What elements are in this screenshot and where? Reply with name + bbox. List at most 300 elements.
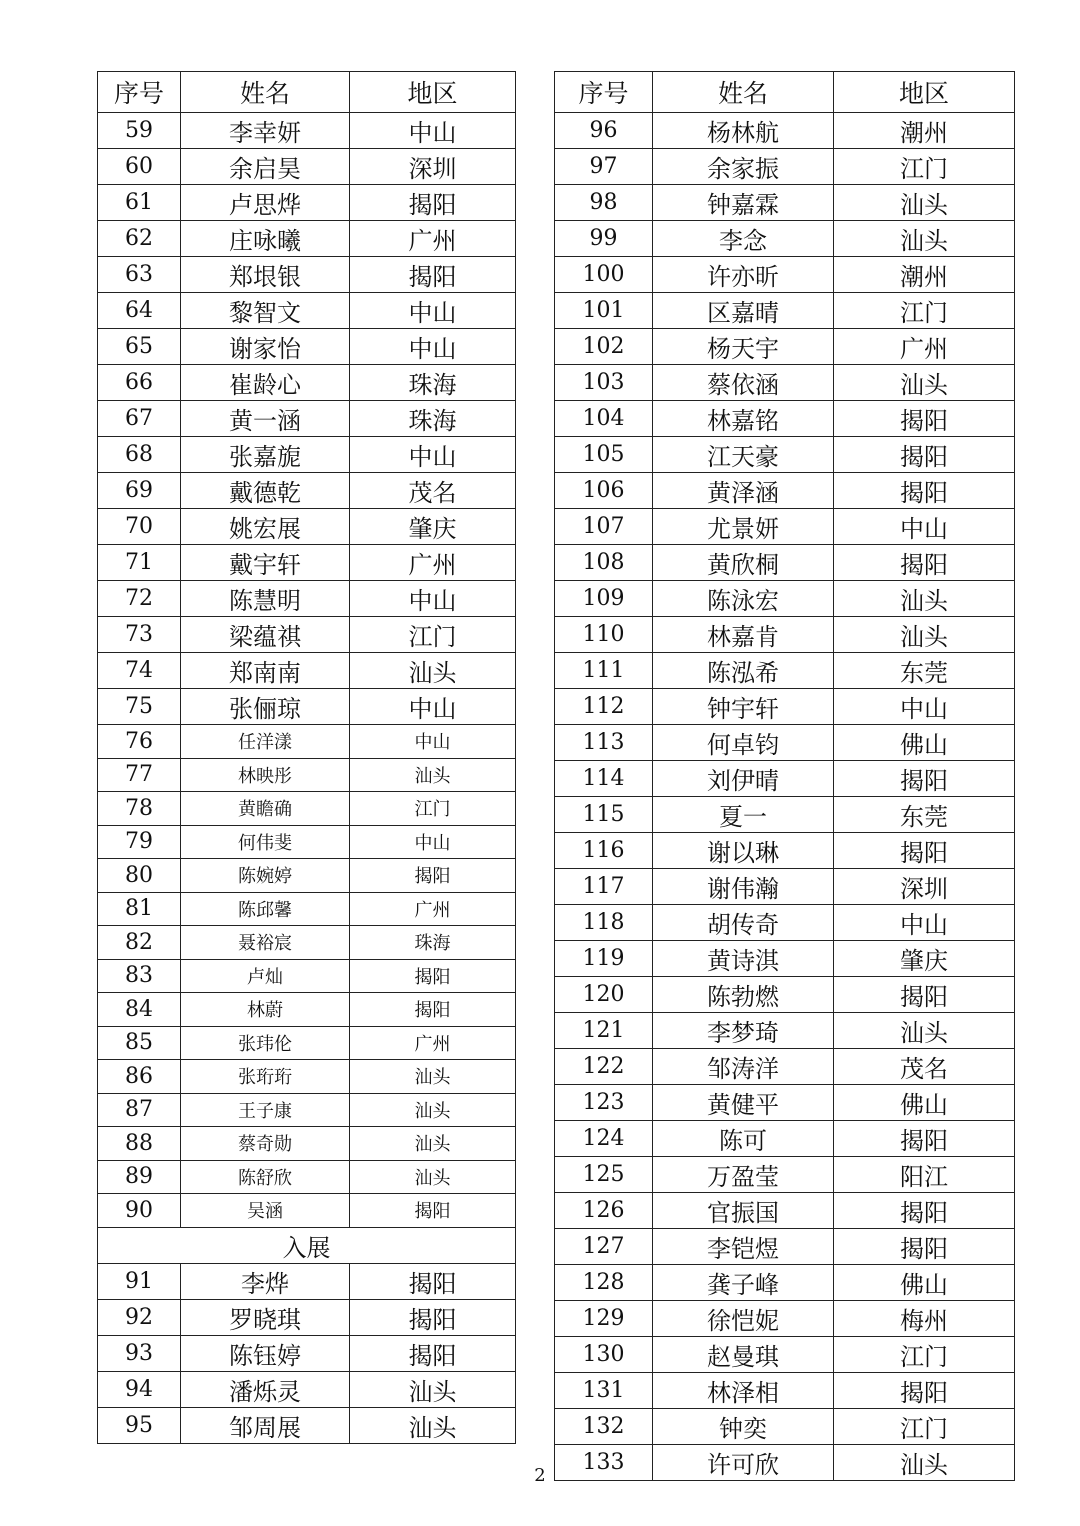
cell-seq: 131 bbox=[555, 1373, 653, 1409]
cell-seq: 64 bbox=[98, 293, 181, 329]
cell-name: 陈泓希 bbox=[653, 653, 834, 689]
right-table bbox=[554, 71, 1015, 1481]
table-row bbox=[98, 437, 516, 473]
cell-seq: 100 bbox=[555, 257, 653, 293]
section-row bbox=[98, 1227, 516, 1263]
table-row bbox=[98, 1060, 516, 1094]
cell-seq: 68 bbox=[98, 437, 181, 473]
table-row bbox=[98, 1407, 516, 1443]
cell-seq: 73 bbox=[98, 617, 181, 653]
table-row bbox=[555, 869, 1015, 905]
cell-region: 东莞 bbox=[834, 653, 1015, 689]
cell-seq: 132 bbox=[555, 1409, 653, 1445]
cell-region: 深圳 bbox=[350, 149, 516, 185]
cell-name: 张俪琼 bbox=[181, 689, 350, 725]
cell-region: 汕头 bbox=[834, 1445, 1015, 1481]
cell-name: 钟奕 bbox=[653, 1409, 834, 1445]
cell-seq: 125 bbox=[555, 1157, 653, 1193]
cell-region: 汕头 bbox=[834, 617, 1015, 653]
cell-seq: 83 bbox=[98, 959, 181, 993]
cell-seq: 89 bbox=[98, 1160, 181, 1194]
cell-name: 徐恺妮 bbox=[653, 1301, 834, 1337]
cell-region: 揭阳 bbox=[834, 833, 1015, 869]
cell-seq: 101 bbox=[555, 293, 653, 329]
cell-seq: 88 bbox=[98, 1127, 181, 1161]
cell-seq: 119 bbox=[555, 941, 653, 977]
cell-seq: 118 bbox=[555, 905, 653, 941]
cell-seq: 105 bbox=[555, 437, 653, 473]
cell-region: 揭阳 bbox=[350, 1335, 516, 1371]
table-row bbox=[555, 437, 1015, 473]
cell-seq: 109 bbox=[555, 581, 653, 617]
cell-name: 黄泽涵 bbox=[653, 473, 834, 509]
cell-region: 揭阳 bbox=[350, 859, 516, 893]
cell-region: 茂名 bbox=[834, 1049, 1015, 1085]
cell-seq: 97 bbox=[555, 149, 653, 185]
cell-seq: 103 bbox=[555, 365, 653, 401]
table-row bbox=[555, 473, 1015, 509]
cell-name: 陈钰婷 bbox=[181, 1335, 350, 1371]
table-row bbox=[98, 758, 516, 792]
cell-region: 揭阳 bbox=[834, 1373, 1015, 1409]
cell-seq: 113 bbox=[555, 725, 653, 761]
cell-name: 林映彤 bbox=[181, 758, 350, 792]
cell-name: 尤景妍 bbox=[653, 509, 834, 545]
cell-region: 揭阳 bbox=[834, 761, 1015, 797]
cell-name: 李幸妍 bbox=[181, 113, 350, 149]
cell-seq: 99 bbox=[555, 221, 653, 257]
table-row bbox=[555, 1157, 1015, 1193]
cell-region: 江门 bbox=[350, 617, 516, 653]
table-row bbox=[555, 1337, 1015, 1373]
cell-region: 广州 bbox=[350, 221, 516, 257]
cell-region: 梅州 bbox=[834, 1301, 1015, 1337]
cell-seq: 60 bbox=[98, 149, 181, 185]
table-row bbox=[555, 653, 1015, 689]
cell-name: 万盈莹 bbox=[653, 1157, 834, 1193]
cell-name: 林嘉肯 bbox=[653, 617, 834, 653]
cell-region: 中山 bbox=[350, 293, 516, 329]
cell-name: 林蔚 bbox=[181, 993, 350, 1027]
cell-seq: 70 bbox=[98, 509, 181, 545]
cell-region: 中山 bbox=[350, 825, 516, 859]
cell-region: 中山 bbox=[834, 689, 1015, 725]
cell-name: 杨林航 bbox=[653, 113, 834, 149]
table-row bbox=[555, 1085, 1015, 1121]
cell-name: 张玮伦 bbox=[181, 1026, 350, 1060]
table-row bbox=[555, 725, 1015, 761]
cell-seq: 66 bbox=[98, 365, 181, 401]
cell-seq: 75 bbox=[98, 689, 181, 725]
header-row bbox=[555, 72, 1015, 113]
cell-region: 东莞 bbox=[834, 797, 1015, 833]
cell-region: 江门 bbox=[834, 1337, 1015, 1373]
table-row bbox=[98, 329, 516, 365]
cell-region: 汕头 bbox=[350, 758, 516, 792]
cell-region: 揭阳 bbox=[834, 1121, 1015, 1157]
table-row bbox=[98, 617, 516, 653]
cell-name: 李烨 bbox=[181, 1263, 350, 1299]
cell-name: 任洋漾 bbox=[181, 725, 350, 759]
cell-name: 王子康 bbox=[181, 1093, 350, 1127]
table-row bbox=[555, 1265, 1015, 1301]
table-row bbox=[98, 1194, 516, 1228]
cell-region: 阳江 bbox=[834, 1157, 1015, 1193]
cell-name: 何伟斐 bbox=[181, 825, 350, 859]
cell-seq: 93 bbox=[98, 1335, 181, 1371]
cell-seq: 86 bbox=[98, 1060, 181, 1094]
table-row bbox=[555, 1121, 1015, 1157]
cell-seq: 112 bbox=[555, 689, 653, 725]
cell-seq: 117 bbox=[555, 869, 653, 905]
cell-region: 佛山 bbox=[834, 1085, 1015, 1121]
table-row bbox=[555, 185, 1015, 221]
table-row bbox=[98, 221, 516, 257]
cell-region: 揭阳 bbox=[350, 1194, 516, 1228]
cell-seq: 77 bbox=[98, 758, 181, 792]
cell-seq: 92 bbox=[98, 1299, 181, 1335]
cell-region: 揭阳 bbox=[834, 545, 1015, 581]
cell-region: 汕头 bbox=[834, 1013, 1015, 1049]
cell-name: 钟嘉霖 bbox=[653, 185, 834, 221]
cell-region: 中山 bbox=[350, 113, 516, 149]
table-row bbox=[98, 545, 516, 581]
cell-name: 潘烁灵 bbox=[181, 1371, 350, 1407]
cell-region: 揭阳 bbox=[350, 959, 516, 993]
table-row bbox=[98, 185, 516, 221]
table-row bbox=[98, 653, 516, 689]
cell-name: 卢思烨 bbox=[181, 185, 350, 221]
table-row bbox=[98, 581, 516, 617]
cell-seq: 123 bbox=[555, 1085, 653, 1121]
cell-region: 汕头 bbox=[834, 581, 1015, 617]
cell-name: 龚子峰 bbox=[653, 1265, 834, 1301]
cell-name: 江天豪 bbox=[653, 437, 834, 473]
cell-name: 黄瞻确 bbox=[181, 792, 350, 826]
cell-name: 余启昊 bbox=[181, 149, 350, 185]
cell-seq: 124 bbox=[555, 1121, 653, 1157]
cell-name: 刘伊晴 bbox=[653, 761, 834, 797]
cell-seq: 122 bbox=[555, 1049, 653, 1085]
cell-seq: 114 bbox=[555, 761, 653, 797]
table-row bbox=[555, 797, 1015, 833]
cell-name: 黄欣桐 bbox=[653, 545, 834, 581]
table-row bbox=[98, 892, 516, 926]
cell-region: 珠海 bbox=[350, 365, 516, 401]
page-number: 2 bbox=[534, 1465, 546, 1486]
cell-name: 何卓钧 bbox=[653, 725, 834, 761]
cell-region: 揭阳 bbox=[834, 977, 1015, 1013]
table-row bbox=[555, 365, 1015, 401]
cell-name: 余家振 bbox=[653, 149, 834, 185]
table-row bbox=[555, 1301, 1015, 1337]
left-table bbox=[97, 71, 516, 1444]
table-row bbox=[555, 581, 1015, 617]
table-row bbox=[555, 221, 1015, 257]
header-seq: 序号 bbox=[98, 72, 181, 113]
cell-region: 中山 bbox=[834, 509, 1015, 545]
cell-name: 官振国 bbox=[653, 1193, 834, 1229]
cell-name: 陈邱馨 bbox=[181, 892, 350, 926]
cell-seq: 116 bbox=[555, 833, 653, 869]
table-row bbox=[555, 329, 1015, 365]
table-row bbox=[98, 1371, 516, 1407]
cell-name: 戴宇轩 bbox=[181, 545, 350, 581]
table-row bbox=[555, 293, 1015, 329]
cell-seq: 102 bbox=[555, 329, 653, 365]
cell-seq: 98 bbox=[555, 185, 653, 221]
cell-seq: 94 bbox=[98, 1371, 181, 1407]
cell-region: 揭阳 bbox=[834, 401, 1015, 437]
cell-seq: 62 bbox=[98, 221, 181, 257]
cell-seq: 111 bbox=[555, 653, 653, 689]
table-row bbox=[555, 401, 1015, 437]
cell-name: 张珩珩 bbox=[181, 1060, 350, 1094]
table-row bbox=[555, 1193, 1015, 1229]
cell-seq: 90 bbox=[98, 1194, 181, 1228]
cell-seq: 74 bbox=[98, 653, 181, 689]
cell-region: 江门 bbox=[834, 149, 1015, 185]
cell-seq: 129 bbox=[555, 1301, 653, 1337]
cell-name: 杨天宇 bbox=[653, 329, 834, 365]
table-row bbox=[555, 905, 1015, 941]
cell-region: 汕头 bbox=[350, 1407, 516, 1443]
table-row bbox=[98, 859, 516, 893]
cell-name: 夏一 bbox=[653, 797, 834, 833]
table-row bbox=[555, 545, 1015, 581]
cell-name: 蔡依涵 bbox=[653, 365, 834, 401]
cell-seq: 76 bbox=[98, 725, 181, 759]
table-row bbox=[98, 689, 516, 725]
cell-region: 揭阳 bbox=[834, 437, 1015, 473]
cell-name: 林泽相 bbox=[653, 1373, 834, 1409]
table-row bbox=[98, 113, 516, 149]
table-row bbox=[555, 1013, 1015, 1049]
cell-seq: 91 bbox=[98, 1263, 181, 1299]
cell-seq: 82 bbox=[98, 926, 181, 960]
header-name: 姓名 bbox=[181, 72, 350, 113]
cell-name: 黄诗淇 bbox=[653, 941, 834, 977]
cell-name: 陈可 bbox=[653, 1121, 834, 1157]
cell-name: 谢以琳 bbox=[653, 833, 834, 869]
cell-seq: 79 bbox=[98, 825, 181, 859]
table-row bbox=[555, 941, 1015, 977]
cell-region: 汕头 bbox=[350, 1127, 516, 1161]
cell-seq: 110 bbox=[555, 617, 653, 653]
table-row bbox=[555, 1229, 1015, 1265]
cell-seq: 69 bbox=[98, 473, 181, 509]
cell-name: 李铠煜 bbox=[653, 1229, 834, 1265]
cell-name: 陈慧明 bbox=[181, 581, 350, 617]
header-seq: 序号 bbox=[555, 72, 653, 113]
table-row bbox=[98, 1335, 516, 1371]
table-row bbox=[98, 1093, 516, 1127]
cell-seq: 78 bbox=[98, 792, 181, 826]
cell-name: 吴涵 bbox=[181, 1194, 350, 1228]
cell-name: 胡传奇 bbox=[653, 905, 834, 941]
section-label: 入展 bbox=[98, 1227, 516, 1263]
cell-region: 汕头 bbox=[834, 185, 1015, 221]
header-region: 地区 bbox=[834, 72, 1015, 113]
cell-region: 揭阳 bbox=[350, 1299, 516, 1335]
cell-name: 林嘉铭 bbox=[653, 401, 834, 437]
table-row bbox=[98, 1127, 516, 1161]
cell-region: 佛山 bbox=[834, 1265, 1015, 1301]
cell-seq: 87 bbox=[98, 1093, 181, 1127]
cell-region: 潮州 bbox=[834, 113, 1015, 149]
cell-name: 黄健平 bbox=[653, 1085, 834, 1121]
table-row bbox=[555, 509, 1015, 545]
table-row bbox=[98, 1299, 516, 1335]
cell-seq: 115 bbox=[555, 797, 653, 833]
cell-region: 中山 bbox=[350, 437, 516, 473]
cell-name: 谢伟瀚 bbox=[653, 869, 834, 905]
cell-region: 中山 bbox=[834, 905, 1015, 941]
cell-region: 肇庆 bbox=[834, 941, 1015, 977]
table-row bbox=[555, 761, 1015, 797]
cell-seq: 128 bbox=[555, 1265, 653, 1301]
cell-seq: 121 bbox=[555, 1013, 653, 1049]
cell-region: 中山 bbox=[350, 581, 516, 617]
cell-region: 广州 bbox=[350, 892, 516, 926]
cell-region: 揭阳 bbox=[834, 1193, 1015, 1229]
cell-name: 张嘉旎 bbox=[181, 437, 350, 473]
cell-region: 揭阳 bbox=[834, 473, 1015, 509]
cell-region: 广州 bbox=[834, 329, 1015, 365]
table-row bbox=[98, 926, 516, 960]
cell-name: 许可欣 bbox=[653, 1445, 834, 1481]
cell-name: 谢家怡 bbox=[181, 329, 350, 365]
cell-name: 蔡奇勋 bbox=[181, 1127, 350, 1161]
cell-name: 许亦昕 bbox=[653, 257, 834, 293]
table-row bbox=[98, 293, 516, 329]
table-row bbox=[555, 149, 1015, 185]
table-row bbox=[555, 257, 1015, 293]
cell-seq: 81 bbox=[98, 892, 181, 926]
cell-name: 崔龄心 bbox=[181, 365, 350, 401]
cell-name: 李梦琦 bbox=[653, 1013, 834, 1049]
cell-region: 汕头 bbox=[350, 1160, 516, 1194]
cell-name: 钟宇轩 bbox=[653, 689, 834, 725]
cell-region: 汕头 bbox=[350, 1371, 516, 1407]
table-row bbox=[98, 365, 516, 401]
cell-region: 汕头 bbox=[834, 221, 1015, 257]
cell-region: 潮州 bbox=[834, 257, 1015, 293]
cell-name: 陈婉婷 bbox=[181, 859, 350, 893]
cell-region: 揭阳 bbox=[350, 1263, 516, 1299]
cell-seq: 107 bbox=[555, 509, 653, 545]
cell-region: 汕头 bbox=[350, 1060, 516, 1094]
cell-name: 姚宏展 bbox=[181, 509, 350, 545]
cell-name: 区嘉晴 bbox=[653, 293, 834, 329]
cell-seq: 71 bbox=[98, 545, 181, 581]
cell-name: 梁蕴祺 bbox=[181, 617, 350, 653]
cell-region: 茂名 bbox=[350, 473, 516, 509]
cell-seq: 106 bbox=[555, 473, 653, 509]
table-row bbox=[555, 833, 1015, 869]
header-row bbox=[98, 72, 516, 113]
cell-name: 陈舒欣 bbox=[181, 1160, 350, 1194]
cell-region: 汕头 bbox=[350, 1093, 516, 1127]
cell-region: 汕头 bbox=[834, 365, 1015, 401]
cell-region: 中山 bbox=[350, 725, 516, 759]
cell-seq: 85 bbox=[98, 1026, 181, 1060]
table-row bbox=[555, 977, 1015, 1013]
table-row bbox=[555, 1373, 1015, 1409]
header-region: 地区 bbox=[350, 72, 516, 113]
cell-region: 广州 bbox=[350, 1026, 516, 1060]
cell-name: 陈泳宏 bbox=[653, 581, 834, 617]
cell-name: 邹涛洋 bbox=[653, 1049, 834, 1085]
cell-seq: 72 bbox=[98, 581, 181, 617]
table-row bbox=[98, 959, 516, 993]
table-row bbox=[555, 1409, 1015, 1445]
cell-region: 江门 bbox=[834, 293, 1015, 329]
cell-seq: 133 bbox=[555, 1445, 653, 1481]
table-row bbox=[98, 1160, 516, 1194]
table-row bbox=[98, 509, 516, 545]
cell-region: 珠海 bbox=[350, 926, 516, 960]
table-row bbox=[555, 113, 1015, 149]
cell-seq: 108 bbox=[555, 545, 653, 581]
cell-name: 卢灿 bbox=[181, 959, 350, 993]
cell-seq: 63 bbox=[98, 257, 181, 293]
cell-region: 肇庆 bbox=[350, 509, 516, 545]
table-row bbox=[98, 473, 516, 509]
cell-name: 郑垠银 bbox=[181, 257, 350, 293]
table-row bbox=[98, 993, 516, 1027]
cell-seq: 104 bbox=[555, 401, 653, 437]
cell-name: 李念 bbox=[653, 221, 834, 257]
cell-name: 陈勃燃 bbox=[653, 977, 834, 1013]
cell-seq: 96 bbox=[555, 113, 653, 149]
cell-region: 广州 bbox=[350, 545, 516, 581]
table-row bbox=[98, 401, 516, 437]
cell-seq: 67 bbox=[98, 401, 181, 437]
cell-name: 戴德乾 bbox=[181, 473, 350, 509]
cell-region: 揭阳 bbox=[350, 185, 516, 221]
cell-seq: 127 bbox=[555, 1229, 653, 1265]
table-row bbox=[555, 617, 1015, 653]
table-row bbox=[98, 792, 516, 826]
cell-region: 江门 bbox=[834, 1409, 1015, 1445]
cell-region: 汕头 bbox=[350, 653, 516, 689]
cell-region: 中山 bbox=[350, 329, 516, 365]
cell-region: 中山 bbox=[350, 689, 516, 725]
header-name: 姓名 bbox=[653, 72, 834, 113]
table-row bbox=[98, 1263, 516, 1299]
table-row bbox=[98, 149, 516, 185]
cell-name: 聂裕宸 bbox=[181, 926, 350, 960]
cell-region: 揭阳 bbox=[834, 1229, 1015, 1265]
cell-seq: 65 bbox=[98, 329, 181, 365]
cell-region: 揭阳 bbox=[350, 257, 516, 293]
cell-region: 深圳 bbox=[834, 869, 1015, 905]
cell-seq: 80 bbox=[98, 859, 181, 893]
cell-seq: 95 bbox=[98, 1407, 181, 1443]
cell-name: 庄咏曦 bbox=[181, 221, 350, 257]
table-row bbox=[98, 257, 516, 293]
cell-name: 邹周展 bbox=[181, 1407, 350, 1443]
cell-name: 赵曼琪 bbox=[653, 1337, 834, 1373]
cell-seq: 130 bbox=[555, 1337, 653, 1373]
cell-seq: 84 bbox=[98, 993, 181, 1027]
cell-name: 罗晓琪 bbox=[181, 1299, 350, 1335]
cell-name: 郑南南 bbox=[181, 653, 350, 689]
cell-region: 江门 bbox=[350, 792, 516, 826]
table-row bbox=[555, 689, 1015, 725]
cell-region: 珠海 bbox=[350, 401, 516, 437]
